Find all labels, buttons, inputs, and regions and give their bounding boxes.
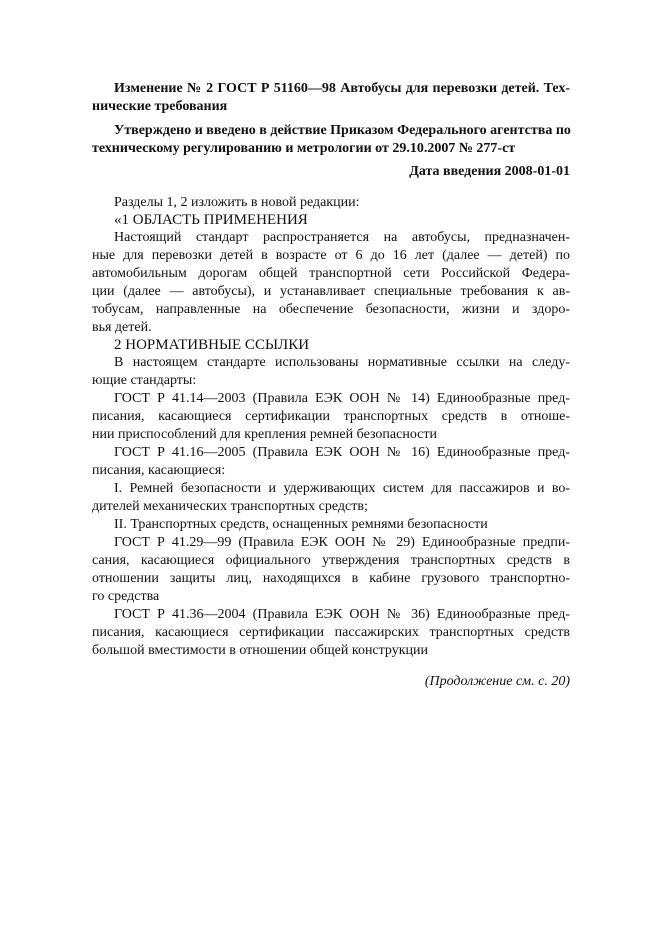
- reference-gost-41-16-line: писания, касающиеся:: [92, 463, 226, 478]
- approval-line-1: Утверждено и введено в действие Приказом Федерального агентства по: [114, 123, 571, 138]
- section-2-heading: 2 НОРМАТИВНЫЕ ССЫЛКИ: [114, 337, 310, 353]
- reference-gost-41-16-line: ГОСТ Р 41.16—2005 (Правила ЕЭК ООН № 16) Единообразные пред-: [114, 445, 570, 460]
- section-1-paragraph-line: тобусам, направленные на обеспечение безопасности, жизни и здоро-: [92, 302, 570, 317]
- reference-gost-41-16-item-2: II. Транспортных средств, оснащенных ремнями безопасности: [114, 517, 488, 532]
- continuation-note: (Продолжение см. с. 20): [424, 674, 570, 689]
- reference-gost-41-36-line: большой вместимости в отношении общей конструкции: [92, 643, 429, 658]
- reference-gost-41-29-line: ГОСТ Р 41.29—99 (Правила ЕЭК ООН № 29) Единообразные предпи-: [114, 535, 570, 550]
- intro-text: Разделы 1, 2 изложить в новой редакции:: [114, 195, 360, 210]
- section-1-paragraph-line: автомобильным дорогам общей транспортной сети Российской Федера-: [92, 266, 570, 281]
- section-1-paragraph-line: вья детей.: [92, 320, 152, 335]
- reference-gost-41-36-line: ГОСТ Р 41.36—2004 (Правила ЕЭК ООН № 36) Единообразные пред-: [114, 607, 570, 622]
- reference-gost-41-16-item-1-line: I. Ремней безопасности и удерживающих систем для пассажиров и во-: [114, 481, 570, 496]
- effective-date: Дата введения 2008-01-01: [409, 164, 570, 179]
- reference-gost-41-16-item-1-line: дителей механических транспортных средств;: [92, 499, 368, 514]
- section-2-intro-line: ющие стандарты:: [92, 373, 197, 388]
- reference-gost-41-14-line: ГОСТ Р 41.14—2003 (Правила ЕЭК ООН № 14) Единообразные пред-: [114, 391, 570, 406]
- section-2-intro-line: В настоящем стандарте использованы нормативные ссылки на следу-: [114, 355, 570, 370]
- reference-gost-41-14-line: нии приспособлений для крепления ремней безопасности: [92, 427, 437, 442]
- section-1-paragraph-line: ные для перевозки детей в возрасте от 6 до 16 лет (далее — детей) по: [92, 248, 570, 263]
- reference-gost-41-29-line: сания, касающиеся официального утверждения транспортных средств в: [92, 553, 570, 568]
- reference-gost-41-29-line: го средства: [92, 589, 160, 604]
- reference-gost-41-29-line: отношении защиты лиц, находящихся в кабине грузового транспортно-: [92, 571, 570, 586]
- section-1-paragraph-line: ции (далее — автобусы), и устанавливает специальные требования к ав-: [92, 284, 570, 299]
- section-1-heading: «1 ОБЛАСТЬ ПРИМЕНЕНИЯ: [114, 212, 308, 228]
- reference-gost-41-14-line: писания, касающиеся сертификации транспортных средств в отноше-: [92, 409, 570, 424]
- approval-line-2: техническому регулированию и метрологии от 29.10.2007 № 277-ст: [92, 141, 516, 156]
- amendment-title-line-1: Изменение № 2 ГОСТ Р 51160—98 Автобусы для перевозки детей. Тех-: [114, 81, 570, 96]
- amendment-title-line-2: нические требования: [92, 99, 228, 114]
- reference-gost-41-36-line: писания, касающиеся сертификации пассажирских транспортных средств: [92, 625, 570, 640]
- section-1-paragraph-line: Настоящий стандарт распространяется на автобусы, предназначен-: [114, 230, 570, 245]
